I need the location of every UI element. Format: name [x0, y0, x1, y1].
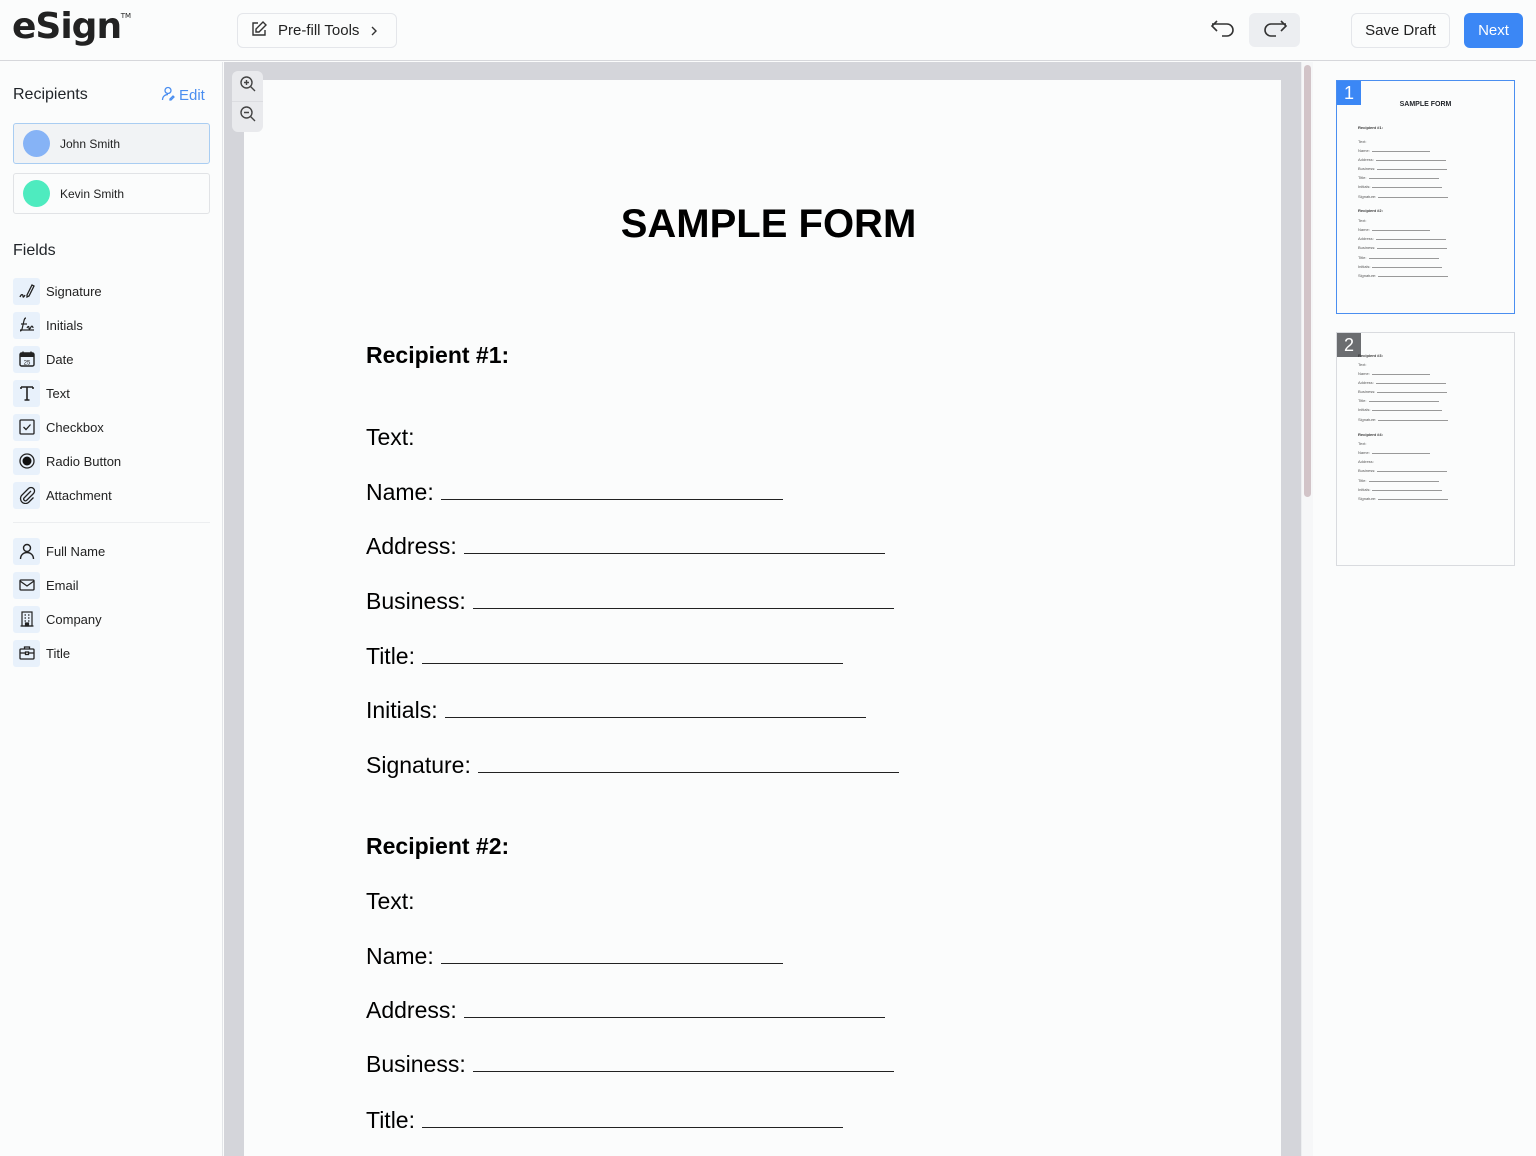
thumb-line: Title: — [1358, 398, 1439, 403]
section-heading: Recipient #1: — [366, 342, 510, 368]
thumb-line: Text: — [1358, 139, 1367, 144]
form-line-initials[interactable] — [366, 697, 866, 724]
initials-icon — [13, 312, 40, 339]
signature-icon — [13, 278, 40, 305]
prefill-tools-label: Pre-fill Tools — [278, 22, 360, 39]
form-line-business[interactable] — [366, 588, 894, 615]
thumb-line: Signature: — [1358, 496, 1448, 501]
save-draft-button[interactable]: Save Draft — [1351, 13, 1450, 48]
envelope-icon — [13, 572, 40, 599]
field-initials[interactable] — [13, 311, 210, 339]
thumb-line: Name: — [1358, 227, 1430, 232]
field-radio-button[interactable] — [13, 447, 210, 475]
thumb-line: Initials: — [1358, 184, 1442, 189]
zoom-controls — [232, 71, 263, 132]
section-heading: Recipient #2: — [366, 833, 510, 859]
thumb-heading: Recipient #1: — [1358, 125, 1383, 130]
esign-logo — [12, 6, 132, 47]
form-underline — [445, 700, 866, 718]
form-label: Title: — [366, 1107, 415, 1133]
svg-text:25: 25 — [23, 360, 30, 367]
form-line-text — [366, 424, 415, 451]
form-line-name[interactable] — [366, 943, 783, 970]
thumb-line: Name: — [1358, 371, 1430, 376]
form-label: Text: — [366, 888, 415, 914]
field-label: Text — [46, 385, 70, 401]
undo-button[interactable] — [1200, 13, 1246, 47]
thumb-line: Initials: — [1358, 407, 1442, 412]
chevron-right-icon — [369, 23, 379, 39]
logo-text: eSign — [12, 6, 122, 47]
form-line-address[interactable] — [366, 997, 885, 1024]
form-label: Business: — [366, 1051, 466, 1077]
page-thumbnail-1[interactable] — [1336, 80, 1515, 314]
thumb-line: Title: — [1358, 175, 1439, 180]
form-label: Address: — [366, 997, 457, 1023]
field-company[interactable] — [13, 605, 210, 633]
field-email[interactable] — [13, 571, 210, 599]
field-text[interactable] — [13, 379, 210, 407]
radio-icon — [13, 448, 40, 475]
thumb-line: Address: — [1358, 380, 1446, 385]
form-underline — [464, 536, 885, 554]
page-number-badge: 2 — [1337, 333, 1361, 357]
document-page[interactable] — [244, 80, 1281, 1156]
building-icon — [13, 606, 40, 633]
thumb-heading: Recipient #4: — [1358, 432, 1383, 437]
recipients-title: Recipients — [13, 86, 88, 103]
page-thumbnail-2[interactable] — [1336, 332, 1515, 566]
text-icon — [13, 380, 40, 407]
next-button[interactable]: Next — [1464, 13, 1523, 48]
field-title[interactable] — [13, 639, 210, 667]
recipient-name: John Smith — [60, 136, 121, 151]
recipient-color-dot — [23, 180, 50, 207]
recipient-kevin-smith[interactable] — [13, 173, 210, 214]
prefill-tools-button[interactable] — [237, 13, 397, 48]
recipient-color-dot — [23, 130, 50, 157]
page-number-badge: 1 — [1337, 81, 1361, 105]
edit-recipients-button[interactable] — [161, 86, 205, 105]
zoom-out-button[interactable] — [232, 101, 263, 131]
thumb-line: Name: — [1358, 450, 1430, 455]
thumb-line: Text: — [1358, 362, 1367, 367]
thumb-line: Address: — [1358, 157, 1446, 162]
form-underline — [473, 1054, 894, 1072]
thumb-line: Signature: — [1358, 194, 1448, 199]
edit-pencil-icon — [250, 20, 268, 42]
thumbnail-title: SAMPLE FORM — [1399, 101, 1452, 108]
field-label: Attachment — [46, 487, 112, 503]
form-line-business[interactable] — [366, 1051, 894, 1078]
form-label: Initials: — [366, 697, 438, 723]
field-label: Email — [46, 577, 79, 593]
zoom-in-button[interactable] — [232, 71, 263, 101]
field-attachment[interactable] — [13, 481, 210, 509]
field-signature[interactable] — [13, 277, 210, 305]
thumb-line: Initials: — [1358, 487, 1442, 492]
briefcase-icon — [13, 640, 40, 667]
document-title — [244, 202, 1281, 247]
form-label: Business: — [366, 588, 466, 614]
thumb-line: Title: — [1358, 478, 1439, 483]
form-underline — [422, 646, 843, 664]
thumb-heading: Recipient #2: — [1358, 208, 1383, 213]
form-line-signature[interactable] — [366, 752, 899, 779]
thumb-line: Address: — [1358, 236, 1446, 241]
document-scrollbar-thumb[interactable] — [1304, 65, 1311, 497]
form-underline — [464, 1000, 885, 1018]
edit-label: Edit — [179, 87, 205, 104]
form-line-name[interactable] — [366, 479, 783, 506]
thumb-line: Business: — [1358, 389, 1447, 394]
field-label: Signature — [46, 283, 102, 299]
form-line-title[interactable] — [366, 1107, 843, 1134]
form-underline — [441, 482, 783, 500]
left-sidebar — [0, 62, 223, 1156]
form-label: Text: — [366, 424, 415, 450]
form-label: Address: — [366, 533, 457, 559]
form-line-title[interactable] — [366, 643, 843, 670]
person-icon — [13, 538, 40, 565]
field-full-name[interactable] — [13, 537, 210, 565]
form-label: Title: — [366, 643, 415, 669]
form-line-address[interactable] — [366, 533, 885, 560]
recipient-john-smith[interactable] — [13, 123, 210, 164]
field-label: Date — [46, 351, 74, 367]
thumb-line: Name: — [1358, 148, 1430, 153]
thumb-line: Signature: — [1358, 417, 1448, 422]
thumb-line: Business: — [1358, 468, 1447, 473]
thumb-line: Business: — [1358, 166, 1447, 171]
person-edit-icon — [161, 86, 175, 105]
thumb-line: Signature: — [1358, 273, 1448, 278]
thumb-line: Business: — [1358, 245, 1447, 250]
form-label: Name: — [366, 943, 434, 969]
fields-title: Fields — [13, 242, 56, 259]
form-underline — [478, 755, 899, 773]
field-label: Company — [46, 611, 102, 627]
field-date[interactable] — [13, 345, 210, 373]
thumb-line: Address: — [1358, 459, 1374, 464]
top-bar — [0, 0, 1536, 61]
field-label: Checkbox — [46, 419, 104, 435]
thumb-line: Title: — [1358, 255, 1439, 260]
field-checkbox[interactable] — [13, 413, 210, 441]
zoom-in-icon — [239, 75, 257, 98]
field-label: Initials — [46, 317, 83, 333]
form-underline — [422, 1110, 843, 1128]
redo-icon — [1262, 18, 1288, 43]
undo-icon — [1210, 18, 1236, 43]
thumb-line: Text: — [1358, 441, 1367, 446]
thumb-heading: Recipient #3: — [1358, 353, 1383, 358]
thumb-line: Text: — [1358, 218, 1367, 223]
thumb-line: Initials: — [1358, 264, 1442, 269]
trademark: TM — [120, 12, 132, 20]
form-underline — [473, 591, 894, 609]
paperclip-icon — [13, 482, 40, 509]
field-label: Title — [46, 645, 71, 661]
recipient-name: Kevin Smith — [60, 186, 125, 201]
checkbox-icon — [13, 414, 40, 441]
document-title-text: SAMPLE FORM — [620, 202, 917, 246]
zoom-out-icon — [239, 105, 257, 128]
form-line-text — [366, 888, 415, 915]
fields-divider — [13, 522, 210, 523]
form-underline — [441, 946, 783, 964]
field-label: Full Name — [46, 543, 106, 559]
form-label: Name: — [366, 479, 434, 505]
calendar-icon — [13, 346, 40, 373]
form-label: Signature: — [366, 752, 471, 778]
field-label: Radio Button — [46, 453, 122, 469]
redo-button[interactable] — [1249, 13, 1300, 47]
